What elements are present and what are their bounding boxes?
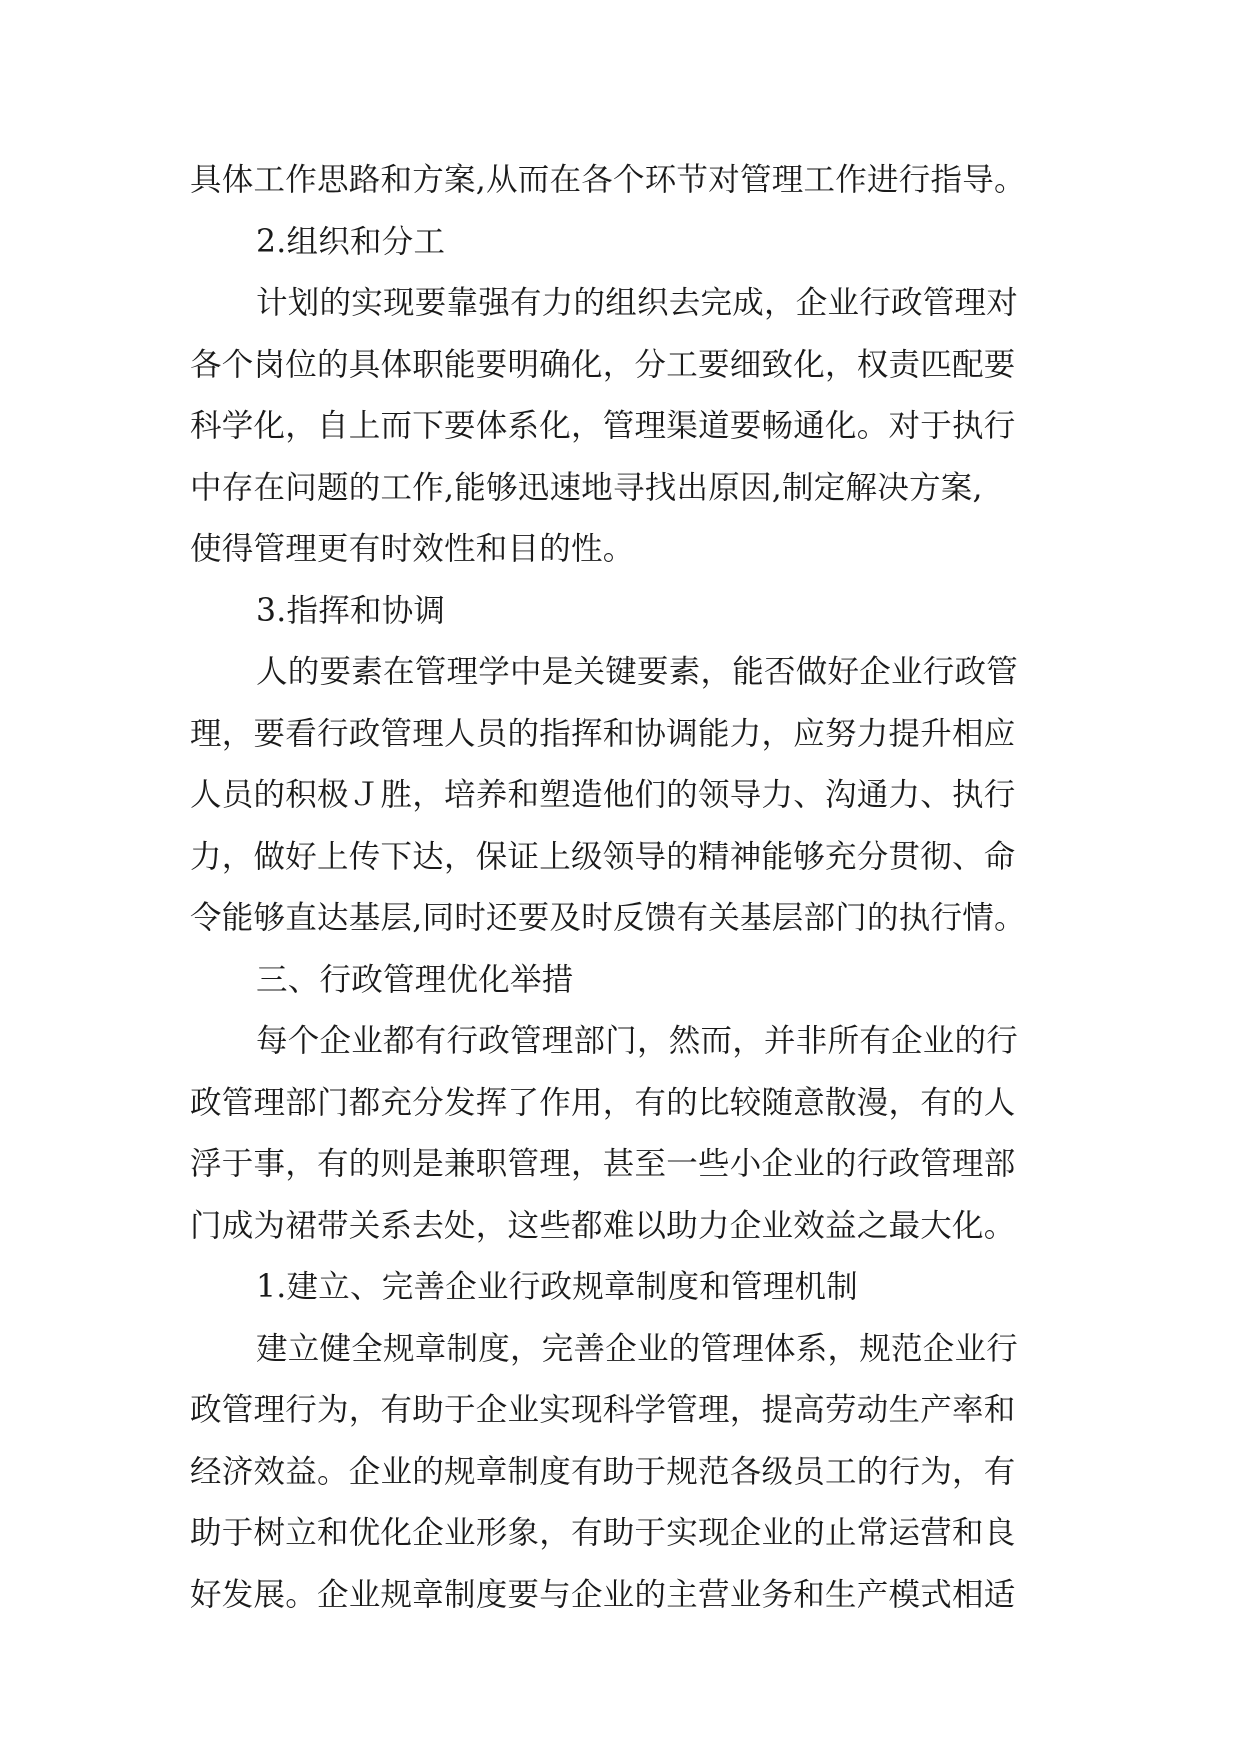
paragraph-line: 每个企业都有行政管理部门，然而，并非所有企业的行 [256,1023,1019,1059]
paragraph-line: 理，要看行政管理人员的指挥和协调能力，应努力提升相应 [190,715,1016,752]
section-heading: 1.建立、完善企业行政规章制度和管理机制 [256,1269,859,1305]
paragraph-line: 中存在问题的工作,能够迅速地寻找出原因,制定解决方案, [190,469,983,506]
paragraph-line: 经济效益。企业的规章制度有助于规范各级员工的行为，有 [190,1453,1016,1490]
paragraph-line: 好发展。企业规章制度要与企业的主营业务和生产模式相适 [190,1576,1016,1613]
paragraph-line: 使得管理更有时效性和目的性。 [190,531,635,567]
paragraph-line: 人员的积极Ｊ胜，培养和塑造他们的领导力、沟通力、执行 [190,777,1016,813]
paragraph-line: 令能够直达基层,同时还要及时反馈有关基层部门的执行情。 [190,900,1026,936]
paragraph-line: 建立健全规章制度，完善企业的管理体系，规范企业行 [256,1330,1019,1367]
paragraph-line: 助于树立和优化企业形象，有助于实现企业的止常运营和良 [190,1515,1016,1551]
document-body [190,150,1060,1626]
paragraph-line: 计划的实现要靠强有力的组织去完成，企业行政管理对 [256,285,1019,321]
paragraph-line: 具体工作思路和方案,从而在各个环节对管理工作进行指导。 [190,162,1026,198]
paragraph-line: 门成为裙带关系去处，这些都难以助力企业效益之最大化。 [190,1207,1016,1244]
section-heading: 三、行政管理优化举措 [256,961,574,998]
paragraph-line: 各个岗位的具体职能要明确化，分工要细致化，权责匹配要 [190,346,1016,383]
paragraph-line: 浮于事，有的则是兼职管理，甚至一些小企业的行政管理部 [190,1146,1016,1182]
paragraph-line: 政管理行为，有助于企业实现科学管理，提高劳动生产率和 [190,1392,1016,1428]
section-heading: 2.组织和分工 [256,223,446,260]
paragraph-line: 政管理部门都充分发挥了作用，有的比较随意散漫，有的人 [190,1084,1016,1121]
paragraph-line: 人的要素在管理学中是关键要素，能否做好企业行政管 [256,654,1019,690]
paragraph-line: 科学化，自上而下要体系化，管理渠道要畅通化。对于执行 [190,408,1016,444]
paragraph-line: 力，做好上传下达，保证上级领导的精神能够充分贯彻、命 [190,838,1016,875]
section-heading: 3.指挥和协调 [256,592,446,629]
